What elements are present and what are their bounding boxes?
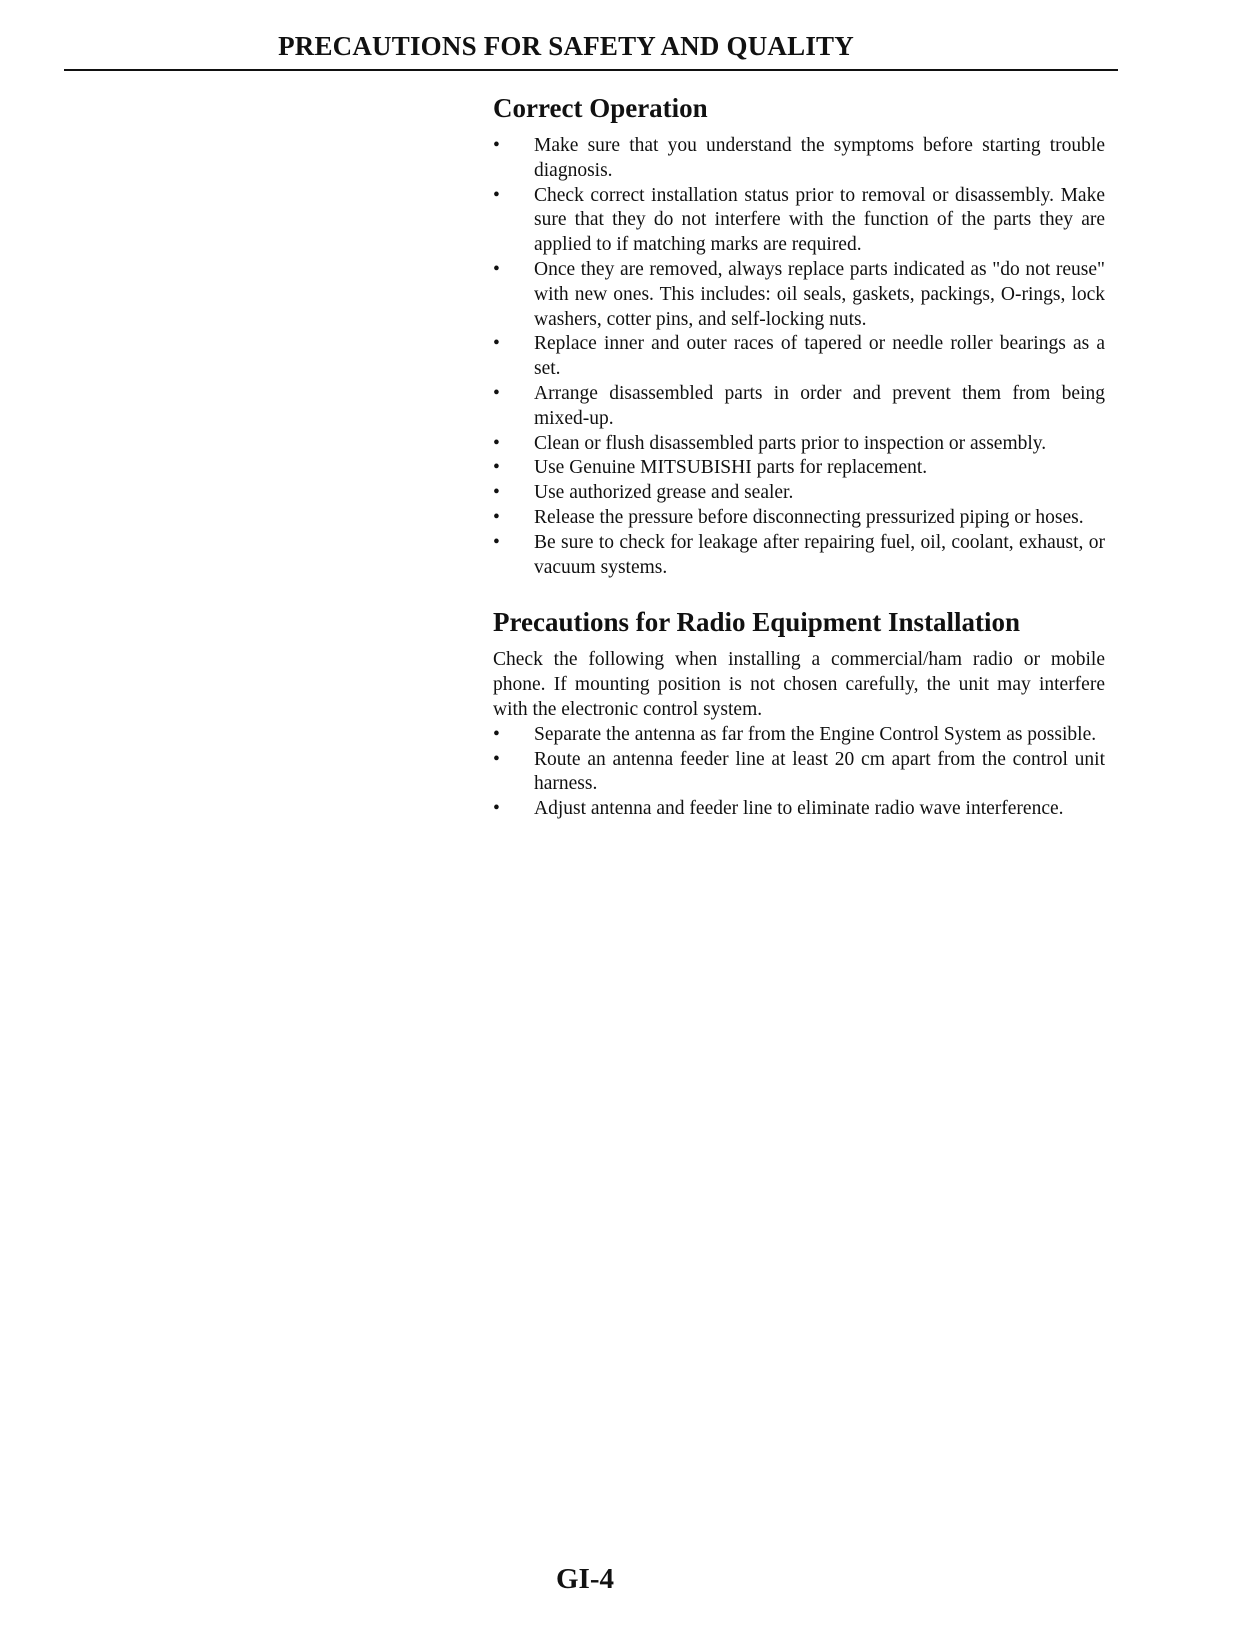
list-item-text: Check correct installation status prior to removal or disassembly. Make sure that they do not interfere with the function of the parts they are applied to if matching marks are required.: [534, 184, 1105, 256]
bullet-icon: •: [493, 482, 500, 504]
list-item: [493, 456, 1105, 481]
list-item-text: Use authorized grease and sealer.: [534, 482, 794, 504]
bullet-icon: •: [493, 531, 500, 553]
bullet-icon: •: [493, 333, 500, 355]
list-item-text: Adjust antenna and feeder line to eliminate radio wave interference.: [534, 798, 1064, 820]
bullet-icon: •: [493, 382, 500, 404]
bullet-icon: •: [493, 457, 500, 479]
list-item: [493, 506, 1105, 531]
list-item-text: Route an antenna feeder line at least 20 cm apart from the control unit harness.: [534, 748, 1105, 795]
list-item-text: Once they are removed, always replace parts indicated as "do not reuse" with new ones. This includes: oil seals, gaskets, packings, O-rings, lock washers, cotter pins, and self-locking nuts.: [534, 258, 1105, 330]
section-title-correct-operation: Correct Operation: [493, 93, 708, 123]
bullet-icon: •: [493, 723, 500, 745]
bullet-icon: •: [493, 748, 500, 770]
list-item-text: Release the pressure before disconnecting pressurized piping or hoses.: [534, 506, 1084, 528]
list-item-text: Be sure to check for leakage after repairing fuel, oil, coolant, exhaust, or vacuum systems.: [534, 531, 1105, 578]
header-divider: [64, 69, 1118, 71]
bullet-icon: •: [493, 135, 500, 156]
radio-equipment-intro: Check the following when installing a commercial/ham radio or mobile phone. If mounting position is not chosen carefully, the unit may interfere with the electronic control system.: [493, 649, 1105, 720]
page-number: GI-4: [556, 1563, 614, 1595]
list-item: [493, 332, 1105, 382]
list-item-text: Replace inner and outer races of tapered or needle roller bearings as a set.: [534, 333, 1105, 380]
list-item: [493, 382, 1105, 432]
list-item: [493, 748, 1105, 798]
section-title-radio-equipment: Precautions for Radio Equipment Installation: [493, 607, 1021, 638]
bullet-icon: •: [493, 798, 500, 820]
list-item: [493, 723, 1105, 748]
correct-operation-list: [493, 134, 1105, 580]
list-item: [493, 432, 1105, 457]
bullet-icon: •: [493, 258, 500, 280]
list-item: [493, 258, 1105, 332]
list-item-text: Make sure that you understand the symptoms before starting trouble diagnosis.: [534, 135, 1105, 181]
bullet-icon: •: [493, 506, 500, 528]
list-item: [493, 184, 1105, 258]
list-item-text: Separate the antenna as far from the Engine Control System as possible.: [534, 723, 1097, 745]
list-item-text: Arrange disassembled parts in order and prevent them from being mixed-up.: [534, 382, 1105, 429]
list-item: [493, 134, 1105, 184]
page-header-title: PRECAUTIONS FOR SAFETY AND QUALITY: [278, 31, 854, 61]
list-item: [493, 481, 1105, 506]
list-item-text: Use Genuine MITSUBISHI parts for replacement.: [534, 457, 928, 479]
radio-equipment-list: [493, 723, 1105, 822]
main-content: [493, 90, 1105, 822]
list-item-text: Clean or flush disassembled parts prior to inspection or assembly.: [534, 432, 1047, 454]
bullet-icon: •: [493, 184, 500, 206]
list-item: [493, 797, 1105, 822]
bullet-icon: •: [493, 432, 500, 454]
list-item: [493, 531, 1105, 581]
